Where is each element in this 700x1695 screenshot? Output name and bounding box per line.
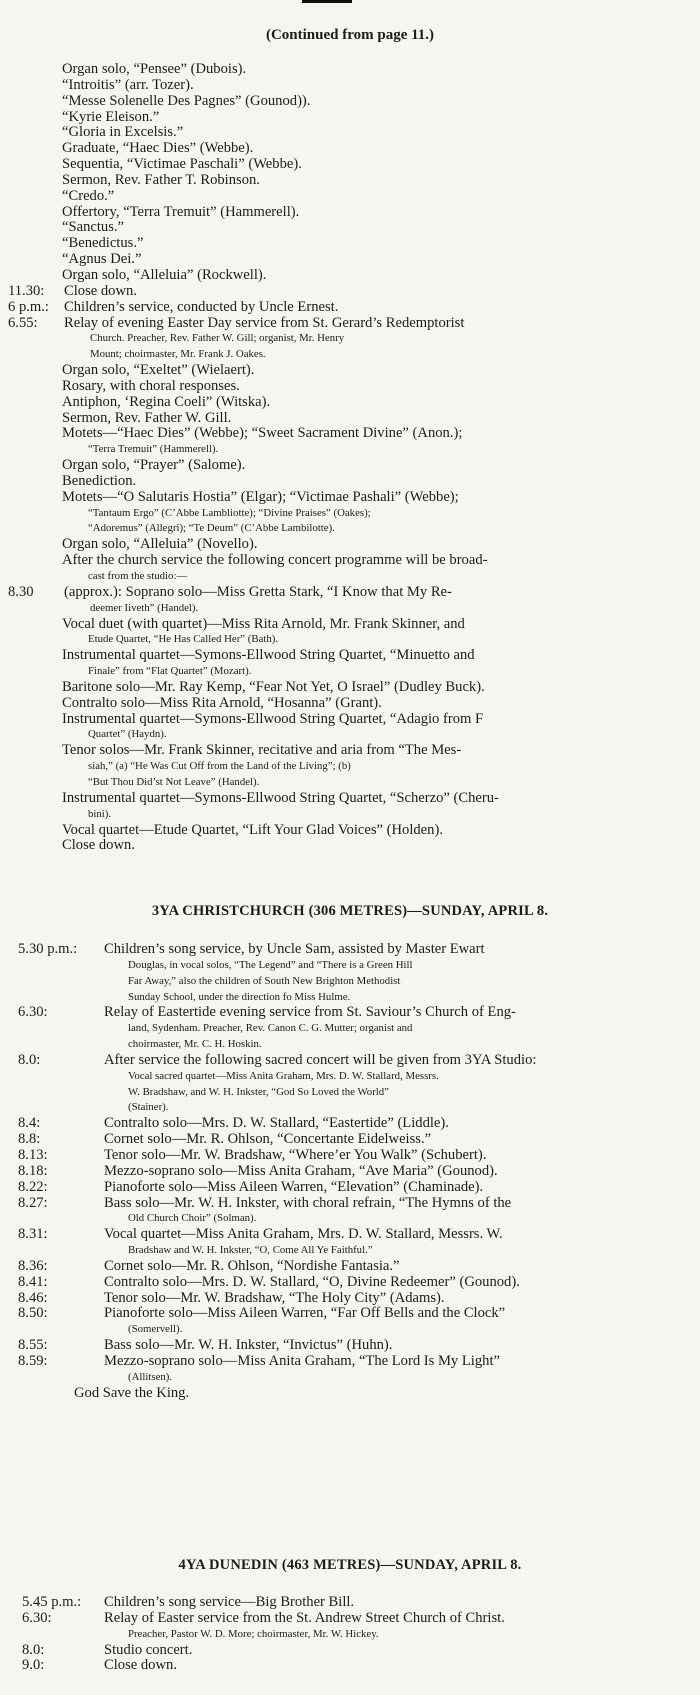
- programme-item: [0, 125, 700, 141]
- programme-item: [0, 1148, 700, 1164]
- programme-line: Relay of Eastertide evening service from St. Saviour’s Church of Eng-: [104, 1004, 516, 1021]
- programme-item: [0, 1643, 700, 1659]
- programme-time: 6.55:: [8, 314, 38, 331]
- programme-time: 8.59:: [18, 1352, 48, 1369]
- section-continued-programme: [0, 62, 700, 854]
- programme-line: Cornet solo—Mr. R. Ohlson, “Concertante Eidelweiss.”: [104, 1131, 432, 1148]
- programme-item: [0, 78, 700, 94]
- programme-item: [0, 458, 700, 474]
- programme-line: Baritone solo—Mr. Ray Kemp, “Fear Not Yet, O Israel” (Dudley Buck).: [62, 678, 485, 695]
- programme-item: [0, 205, 700, 221]
- programme-line: “But Thou Did’st Not Leave” (Handel).: [88, 775, 260, 788]
- programme-line: Organ solo, “Alleluia” (Rockwell).: [62, 266, 267, 283]
- programme-line: choirmaster, Mr. C. H. Hoskin.: [128, 1038, 262, 1051]
- programme-line: Close down.: [62, 837, 135, 854]
- programme-time: 8.50:: [18, 1305, 48, 1322]
- programme-item: [0, 1291, 700, 1307]
- programme-item: [0, 316, 700, 364]
- programme-line: Contralto solo—Mrs. D. W. Stallard, “Eastertide” (Liddle).: [104, 1115, 449, 1132]
- programme-line: Church. Preacher, Rev. Father W. Gill; organist, Mr. Henry: [90, 332, 345, 345]
- programme-item: [0, 1196, 700, 1228]
- programme-time: 8.41:: [18, 1273, 48, 1290]
- programme-item: [0, 823, 700, 839]
- programme-item: [0, 1658, 700, 1674]
- programme-time: 8.8:: [18, 1131, 41, 1148]
- programme-item: [0, 395, 700, 411]
- programme-line: Etude Quartet, “He Has Called Her” (Bath).: [88, 633, 279, 646]
- programme-line: “Introitis” (arr. Tozer).: [62, 76, 194, 93]
- programme-line: Motets—“O Salutaris Hostia” (Elgar); “Victimae Pashali” (Webbe);: [62, 488, 459, 505]
- programme-line: land, Sydenham. Preacher, Rev. Canon C. G. Mutter; organist and: [128, 1022, 413, 1035]
- programme-line: Relay of evening Easter Day service from St. Gerard’s Redemptorist: [64, 314, 465, 331]
- programme-line: (approx.): Soprano solo—Miss Gretta Stark, “I Know that My Re-: [64, 583, 452, 600]
- programme-line: “Gloria in Excelsis.”: [62, 124, 184, 141]
- programme-line: cast from the studio:—: [88, 570, 188, 582]
- programme-item: [0, 252, 700, 268]
- programme-time: 6 p.m.:: [8, 298, 49, 315]
- programme-item: [0, 696, 700, 712]
- programme-item: [0, 268, 700, 284]
- programme-item: [0, 712, 700, 744]
- section-3ya-programme: [0, 942, 700, 1401]
- programme-item: [0, 553, 700, 585]
- programme-line: (Stainer).: [128, 1101, 169, 1114]
- programme-item: [0, 173, 700, 189]
- programme-line: Organ solo, “Exeltet” (Wielaert).: [62, 362, 255, 379]
- programme-line: Bass solo—Mr. W. H. Inkster, “Invictus” (Huhn).: [104, 1337, 393, 1354]
- programme-line: Tenor solos—Mr. Frank Skinner, recitative and aria from “The Mes-: [62, 742, 462, 759]
- programme-line: Douglas, in vocal solos, “The Legend” and “There is a Green Hill: [128, 958, 413, 971]
- programme-time: 5.30 p.m.:: [18, 941, 78, 957]
- programme-line: Sermon, Rev. Father W. Gill.: [62, 409, 232, 426]
- programme-line: Quartet” (Haydn).: [88, 728, 167, 741]
- programme-item: [0, 300, 700, 316]
- programme-item: [0, 680, 700, 696]
- programme-item: [0, 1227, 700, 1259]
- programme-time: 6.30:: [18, 1004, 48, 1021]
- programme-item: [0, 94, 700, 110]
- programme-time: 8.30: [8, 583, 34, 600]
- programme-line: Vocal sacred quartet—Miss Anita Graham, Mrs. D. W. Stallard, Messrs.: [128, 1069, 439, 1082]
- programme-item: [0, 411, 700, 427]
- programme-line: Sequentia, “Victimae Paschali” (Webbe).: [62, 156, 302, 173]
- programme-line: Contralto solo—Miss Rita Arnold, “Hosanna” (Grant).: [62, 694, 382, 711]
- programme-line: Relay of Easter service from the St. Andrew Street Church of Christ.: [104, 1609, 505, 1626]
- programme-time: 9.0:: [22, 1657, 45, 1674]
- programme-line: Benediction.: [62, 472, 137, 489]
- programme-line: Children’s service, conducted by Uncle Ernest.: [64, 298, 339, 315]
- programme-line: Motets—“Haec Dies” (Webbe); “Sweet Sacrament Divine” (Anon.);: [62, 425, 463, 442]
- programme-line: Vocal quartet—Miss Anita Graham, Mrs. D. W. Stallard, Messrs. W.: [104, 1226, 503, 1243]
- programme-time: 8.55:: [18, 1337, 48, 1354]
- programme-item: [0, 1132, 700, 1148]
- programme-item: [0, 1259, 700, 1275]
- programme-time: 8.4:: [18, 1115, 41, 1132]
- programme-item: [0, 1053, 700, 1116]
- programme-line: Organ solo, “Prayer” (Salome).: [62, 457, 246, 474]
- programme-item: [0, 1180, 700, 1196]
- programme-item: [0, 141, 700, 157]
- programme-item: [0, 379, 700, 395]
- programme-item: [0, 110, 700, 126]
- programme-item: [0, 1595, 700, 1611]
- programme-line: Mount; choirmaster, Mr. Frank J. Oakes.: [90, 348, 266, 361]
- programme-item: [0, 474, 700, 490]
- programme-line: “Agnus Dei.”: [62, 251, 142, 268]
- programme-line: Children’s song service, by Uncle Sam, assisted by Master Ewart: [104, 941, 485, 957]
- programme-item: [0, 62, 700, 78]
- programme-line: After the church service the following concert programme will be broad-: [62, 552, 488, 569]
- programme-item: [0, 1338, 700, 1354]
- programme-time: 8.18:: [18, 1162, 48, 1179]
- programme-line: “Sanctus.”: [62, 219, 125, 236]
- programme-line: Finale” from “Flat Quartet” (Mozart).: [88, 665, 252, 678]
- programme-item: [0, 236, 700, 252]
- programme-line: Studio concert.: [104, 1641, 193, 1658]
- programme-time: 8.0:: [18, 1051, 41, 1068]
- programme-time: 6.30:: [22, 1609, 52, 1626]
- section-heading-4ya: 4YA DUNEDIN (463 METRES)—SUNDAY, APRIL 8.: [178, 1557, 522, 1573]
- programme-line: Rosary, with choral responses.: [62, 377, 240, 394]
- programme-line: Organ solo, “Pensee” (Dubois).: [62, 61, 247, 77]
- programme-time: 8.31:: [18, 1226, 48, 1243]
- programme-line: Mezzo-soprano solo—Miss Anita Graham, “The Lord Is My Light”: [104, 1352, 500, 1369]
- programme-item: [0, 426, 700, 458]
- programme-line: “Credo.”: [62, 187, 115, 204]
- programme-line: (Somervell).: [128, 1323, 183, 1336]
- programme-line: Bradshaw and W. H. Inkster, “O, Come All Ye Faithful.”: [128, 1244, 373, 1257]
- programme-item: [0, 585, 700, 617]
- programme-time: 8.36:: [18, 1257, 48, 1274]
- section-heading-3ya: 3YA CHRISTCHURCH (306 METRES)—SUNDAY, APRIL 8.: [151, 903, 549, 919]
- programme-line: Graduate, “Haec Dies” (Webbe).: [62, 140, 254, 157]
- programme-time: 8.46:: [18, 1289, 48, 1306]
- programme-line: God Save the King.: [74, 1384, 190, 1401]
- programme-line: Old Church Choir” (Solman).: [128, 1212, 257, 1225]
- programme-time: 8.27:: [18, 1194, 48, 1211]
- programme-item: [0, 189, 700, 205]
- programme-item: [0, 743, 700, 791]
- programme-line: “Kyrie Eleison.”: [62, 108, 160, 125]
- programme-line: Instrumental quartet—Symons-Ellwood String Quartet, “Minuetto and: [62, 647, 475, 664]
- programme-item: [0, 1005, 700, 1053]
- programme-time: 8.22:: [18, 1178, 48, 1195]
- programme-line: “Adoremus” (Allegri); “Te Deum” (C’Abbe Lambilotte).: [88, 522, 335, 535]
- programme-line: “Benedictus.”: [62, 235, 144, 252]
- programme-time: 8.13:: [18, 1146, 48, 1163]
- programme-line: “Messe Solenelle Des Pagnes” (Gounod)).: [62, 92, 311, 109]
- programme-line: Far Away,” also the children of South New Brighton Methodist: [128, 974, 401, 987]
- programme-item: [0, 1611, 700, 1643]
- programme-line: Close down.: [104, 1657, 177, 1674]
- programme-line: Vocal quartet—Etude Quartet, “Lift Your Glad Voices” (Holden).: [62, 821, 443, 838]
- programme-line: After service the following sacred concert will be given from 3YA Studio:: [104, 1051, 537, 1068]
- programme-line: Instrumental quartet—Symons-Ellwood String Quartet, “Adagio from F: [62, 710, 484, 727]
- programme-line: Close down.: [64, 282, 137, 299]
- programme-line: Bass solo—Mr. W. H. Inkster, with choral refrain, “The Hymns of the: [104, 1194, 512, 1211]
- programme-line: Pianoforte solo—Miss Aileen Warren, “Far Off Bells and the Clock”: [104, 1305, 506, 1322]
- programme-line: Tenor solo—Mr. W. Bradshaw, “Where’er You Walk” (Schubert).: [104, 1146, 487, 1163]
- programme-time: 8.0:: [22, 1641, 45, 1658]
- programme-line: siah,” (a) “He Was Cut Off from the Land of the Living”; (b): [88, 760, 351, 773]
- programme-line: Antiphon, ‘Regina Coeli” (Witska).: [62, 393, 271, 410]
- programme-item: [0, 363, 700, 379]
- programme-item: [0, 1164, 700, 1180]
- programme-line: bini).: [88, 807, 112, 820]
- section-4ya-programme: [0, 1595, 700, 1674]
- programme-item: [0, 220, 700, 236]
- programme-item: [0, 537, 700, 553]
- programme-line: “Terra Tremuit” (Hammerell).: [88, 443, 219, 456]
- programme-item: [0, 942, 700, 1005]
- programme-line: Contralto solo—Mrs. D. W. Stallard, “O, Divine Redeemer” (Gounod).: [104, 1273, 520, 1290]
- programme-item: [0, 1116, 700, 1132]
- programme-line: “Tantaum Ergo” (C’Abbe Lambliotte); “Divine Praises” (Oakes);: [88, 506, 371, 519]
- programme-line: deemer Iiveth” (Handel).: [90, 601, 199, 614]
- programme-item: [0, 490, 700, 538]
- programme-item: [0, 157, 700, 173]
- programme-line: Vocal duet (with quartet)—Miss Rita Arnold, Mr. Frank Skinner, and: [62, 615, 465, 632]
- programme-line: Offertory, “Terra Tremuit” (Hammerell).: [62, 203, 300, 220]
- programme-item: [0, 791, 700, 823]
- programme-line: Tenor solo—Mr. W. Bradshaw, “The Holy City” (Adams).: [104, 1289, 445, 1306]
- programme-line: Children’s song service—Big Brother Bill.: [104, 1594, 355, 1610]
- programme-line: Pianoforte solo—Miss Aileen Warren, “Elevation” (Chaminade).: [104, 1178, 484, 1195]
- programme-line: Mezzo-soprano solo—Miss Anita Graham, “Ave Maria” (Gounod).: [104, 1162, 498, 1179]
- programme-item: [0, 648, 700, 680]
- programme-line: Preacher, Pastor W. D. More; choirmaster, Mr. W. Hickey.: [128, 1627, 379, 1640]
- continued-note: (Continued from page 11.): [265, 27, 435, 43]
- programme-item: [0, 617, 700, 649]
- programme-line: Instrumental quartet—Symons-Ellwood String Quartet, “Scherzo” (Cheru-: [62, 789, 499, 806]
- programme-item: [0, 284, 700, 300]
- programme-line: Sermon, Rev. Father T. Robinson.: [62, 171, 260, 188]
- programme-time: 5.45 p.m.:: [22, 1594, 82, 1610]
- programme-line: (Allitsen).: [128, 1370, 173, 1383]
- programme-item: [0, 838, 700, 854]
- programme-item: [0, 1354, 700, 1386]
- programme-line: Sunday School, under the direction fo Miss Hulme.: [128, 990, 351, 1003]
- top-rule: [302, 0, 352, 3]
- programme-line: Cornet solo—Mr. R. Ohlson, “Nordishe Fantasia.”: [104, 1257, 400, 1274]
- programme-time: 11.30:: [8, 282, 45, 299]
- programme-line: W. Bradshaw, and W. H. Inkster, “God So Loved the World”: [128, 1085, 389, 1098]
- programme-item: [0, 1275, 700, 1291]
- programme-line: Organ solo, “Alleluia” (Novello).: [62, 536, 258, 553]
- programme-item: [0, 1306, 700, 1338]
- programme-item: [0, 1386, 700, 1402]
